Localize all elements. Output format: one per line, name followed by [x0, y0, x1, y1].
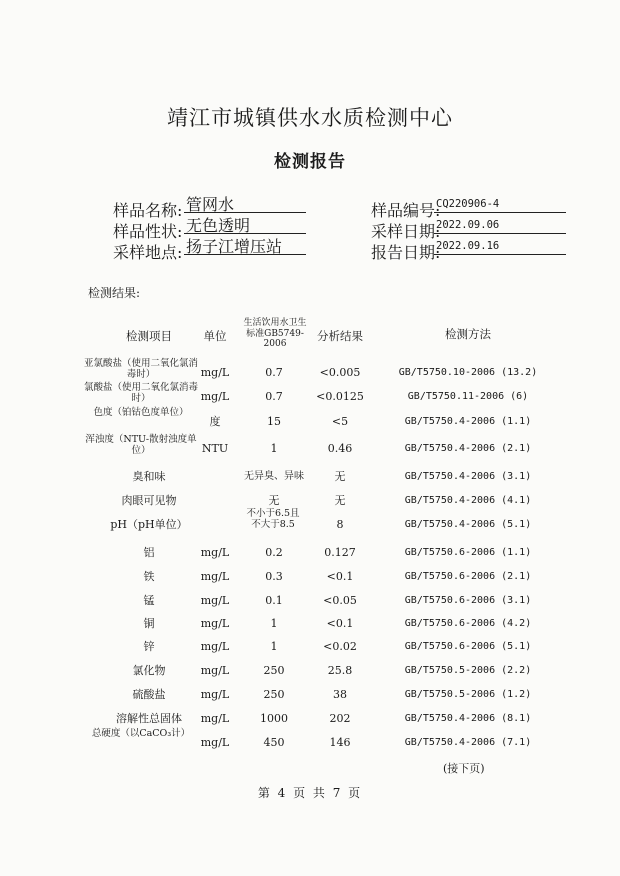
results-label: 检测结果: [88, 286, 141, 300]
continued-note: (接下页) [443, 762, 485, 775]
method-cell: GB/T5750.6-2006 (1.1) [404, 547, 532, 558]
item-cell: 铜 [143, 617, 155, 630]
result-cell: 25.8 [327, 664, 353, 677]
report-org-title: 靖江市城镇供水水质检测中心 [167, 106, 453, 130]
item-cell: 浑浊度（NTU-散射浊度单位） [85, 434, 197, 456]
method-cell: GB/T5750.6-2006 (5.1) [404, 641, 532, 652]
result-cell: 0.127 [324, 546, 356, 559]
limit-cell: 0.7 [265, 390, 283, 403]
method-cell: GB/T5750.6-2006 (3.1) [404, 595, 532, 606]
sample-state-label: 样品性状: [113, 222, 183, 241]
item-cell: 铝 [143, 546, 155, 559]
method-cell: GB/T5750.4-2006 (4.1) [404, 495, 532, 506]
limit-cell: 0.3 [265, 570, 283, 583]
item-cell: 溶解性总固体 [116, 712, 182, 725]
report-subtitle: 检测报告 [274, 152, 346, 172]
result-cell: <0.05 [323, 594, 357, 607]
unit-cell: mg/L [200, 570, 230, 583]
limit-cell: 0.1 [265, 594, 283, 607]
limit-cell: 1 [270, 640, 278, 653]
method-cell: GB/T5750.6-2006 (2.1) [404, 571, 532, 582]
sampling-date-value: 2022.09.06 [434, 218, 566, 234]
page-number: 第 4 页 共 7 页 [257, 786, 363, 800]
header-item: 检测项目 [126, 329, 172, 343]
unit-cell: mg/L [200, 390, 230, 403]
result-cell: 146 [329, 736, 351, 749]
method-cell: GB/T5750.4-2006 (1.1) [404, 416, 532, 427]
header-result: 分析结果 [317, 329, 363, 343]
item-cell: 总硬度（以CaCO₃计） [91, 728, 191, 739]
unit-cell: mg/L [200, 736, 230, 749]
item-cell: 铁 [143, 570, 155, 583]
item-cell: 氯酸盐（使用二氧化氯消毒时） [83, 382, 198, 404]
result-cell: 无 [334, 470, 346, 483]
limit-cell: 无 [268, 494, 280, 507]
item-cell: 氯化物 [132, 664, 166, 677]
unit-cell: mg/L [200, 688, 230, 701]
limit-cell: 无异臭、异味 [244, 471, 304, 482]
method-cell: GB/T5750.4-2006 (5.1) [404, 519, 532, 530]
method-cell: GB/T5750.4-2006 (2.1) [404, 443, 532, 454]
method-cell: GB/T5750.4-2006 (8.1) [404, 713, 532, 724]
result-cell: 0.46 [327, 442, 353, 455]
header-limit: 生活饮用水卫生标准GB5749-2006 [243, 318, 307, 349]
limit-cell: 250 [263, 664, 285, 677]
sample-name-value: 管网水 [184, 197, 306, 213]
unit-cell: mg/L [200, 366, 230, 379]
item-cell: 臭和味 [132, 470, 166, 483]
unit-cell: mg/L [200, 664, 230, 677]
result-cell: 8 [336, 518, 344, 531]
limit-cell: 1 [270, 442, 278, 455]
limit-cell: 0.2 [265, 546, 283, 559]
sampling-site-label: 采样地点: [113, 243, 183, 262]
result-cell: 38 [333, 688, 347, 701]
result-cell: <0.1 [326, 570, 354, 583]
unit-cell: mg/L [200, 594, 230, 607]
sample-no-label: 样品编号: [371, 201, 441, 220]
result-cell: 无 [334, 494, 346, 507]
header-unit: 单位 [203, 329, 227, 343]
report-date-value: 2022.09.16 [434, 239, 566, 255]
method-cell: GB/T5750.4-2006 (7.1) [404, 737, 532, 748]
item-cell: 锰 [143, 594, 155, 607]
result-cell: <0.1 [326, 617, 354, 630]
item-cell: 亚氯酸盐（使用二氧化氯消毒时） [83, 358, 198, 380]
result-cell: <5 [331, 415, 349, 428]
method-cell: GB/T5750.6-2006 (4.2) [404, 618, 532, 629]
unit-cell: mg/L [200, 712, 230, 725]
unit-cell: mg/L [200, 640, 230, 653]
report-date-label: 报告日期: [371, 243, 441, 262]
header-method: 检测方法 [445, 327, 491, 341]
method-cell: GB/T5750.4-2006 (3.1) [404, 471, 532, 482]
limit-cell: 1000 [260, 712, 288, 725]
sample-no-value: CQ220906-4 [434, 197, 566, 213]
sample-state-value: 无色透明 [184, 218, 306, 234]
limit-cell: 1 [270, 617, 278, 630]
sampling-site-value: 扬子江增压站 [184, 239, 306, 255]
limit-cell: 0.7 [265, 366, 283, 379]
method-cell: GB/T5750.5-2006 (1.2) [404, 689, 532, 700]
result-cell: <0.02 [323, 640, 357, 653]
item-cell: pH（pH单位） [110, 518, 188, 531]
result-cell: <0.005 [319, 366, 361, 379]
limit-cell: 450 [263, 736, 285, 749]
unit-cell: NTU [201, 442, 229, 455]
method-cell: GB/T5750.5-2006 (2.2) [404, 665, 532, 676]
item-cell: 锌 [143, 640, 155, 653]
method-cell: GB/T5750.10-2006 (13.2) [398, 367, 538, 378]
method-cell: GB/T5750.11-2006 (6) [407, 391, 529, 402]
item-cell: 色度（铂钴色度单位） [93, 407, 189, 418]
sampling-date-label: 采样日期: [371, 222, 441, 241]
sample-name-label: 样品名称: [113, 201, 183, 220]
item-cell: 硫酸盐 [132, 688, 166, 701]
item-cell: 肉眼可见物 [121, 494, 177, 507]
result-cell: 202 [329, 712, 351, 725]
limit-cell: 不小于6.5且不大于8.5 [246, 508, 300, 530]
limit-cell: 250 [263, 688, 285, 701]
unit-cell: mg/L [200, 546, 230, 559]
unit-cell: mg/L [200, 617, 230, 630]
unit-cell: 度 [209, 415, 221, 428]
result-cell: <0.0125 [316, 390, 364, 403]
limit-cell: 15 [267, 415, 281, 428]
